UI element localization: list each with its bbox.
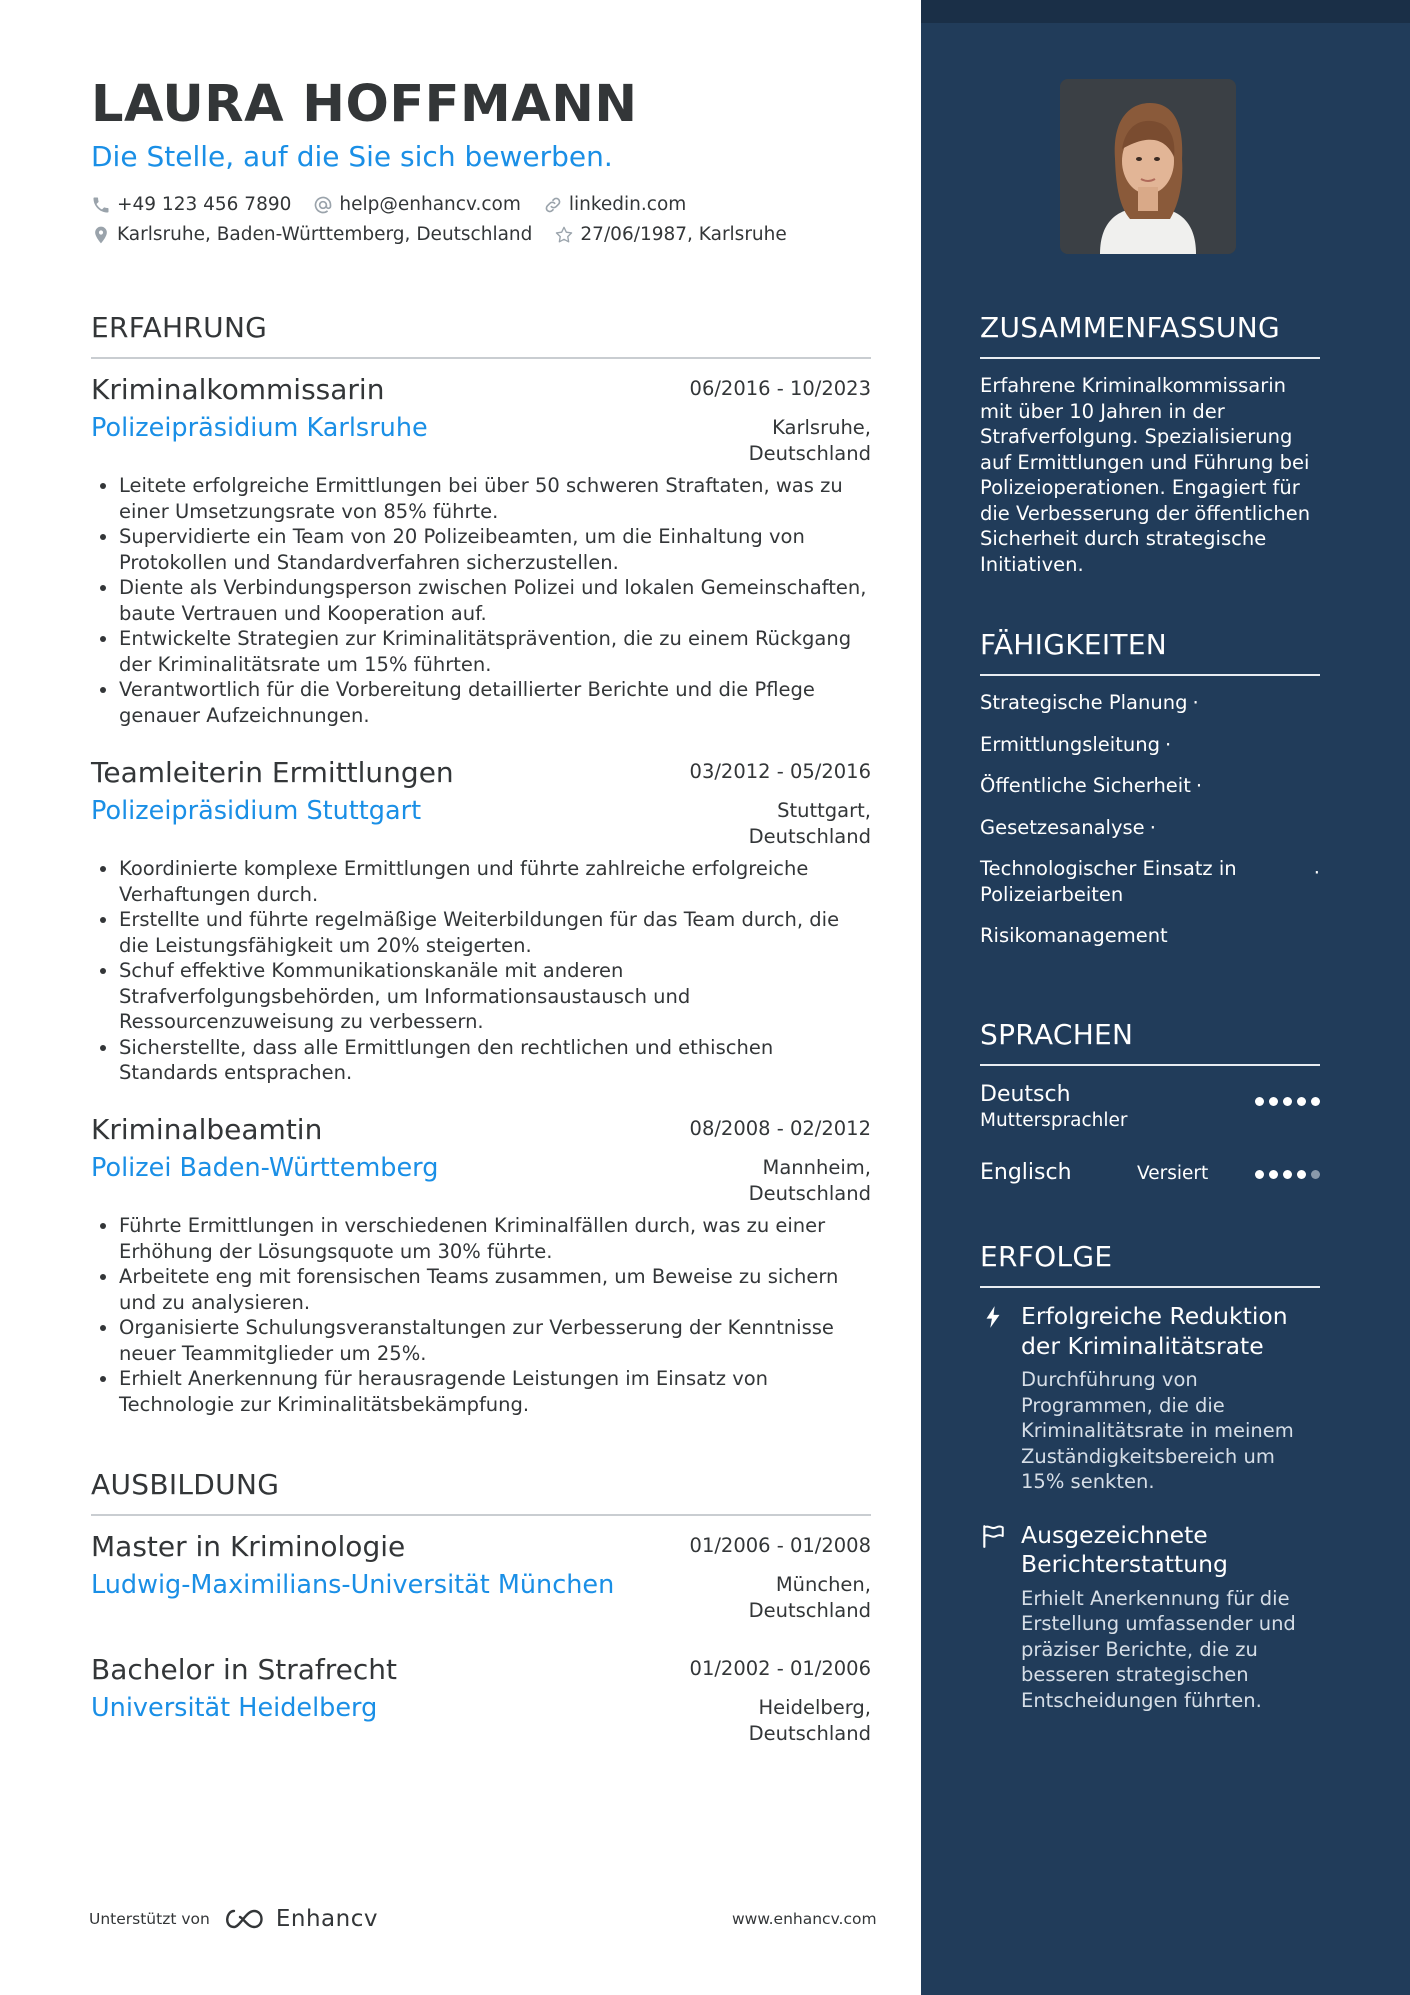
skill-label: Strategische Planung [980,691,1188,714]
rating-dot [1283,1097,1292,1106]
job-bullet: • Supervidierte ein Team von 20 Polizeibeamten, um die Einhaltung von Protokollen und Standardverfahren sicherzustellen. [119,524,871,575]
school-location-city: Heidelberg, [758,1696,871,1719]
languages-section [980,1018,1320,1216]
skill-separator: · [1164,732,1172,756]
education-heading: AUSBILDUNG [91,1468,871,1516]
language-name: Englisch [980,1160,1072,1185]
job-title: Kriminalkommissarin [91,373,385,406]
job-bullet: • Entwickelte Strategien zur Kriminalitätsprävention, die zu einem Rückgang der Kriminalitätsrate um 15% führten. [119,626,871,677]
skill-item [980,923,1320,949]
job-location-city: Stuttgart, [777,799,871,822]
experience-entry [91,1113,871,1417]
employer-name: Polizeipräsidium Karlsruhe [91,413,428,443]
profile-photo-illustration [1060,79,1236,254]
education-entry [91,1530,871,1624]
skill-label: Technologischer Einsatz in Polizeiarbeiten [980,857,1237,906]
rating-dot [1283,1170,1292,1179]
achievement-item [980,1302,1320,1495]
lightning-icon [980,1304,1006,1330]
job-location [671,798,871,849]
rating-dot [1269,1170,1278,1179]
job-location-city: Karlsruhe, [772,416,871,439]
job-bullet: • Diente als Verbindungsperson zwischen Polizei und lokalen Gemeinschaften, baute Vertrauen und Kooperation auf. [119,575,871,626]
at-icon [313,195,333,215]
link-icon [543,195,563,215]
achievement-title: Ausgezeichnete Berichterstattung [1021,1520,1228,1578]
job-location-country: Deutschland [748,1181,871,1205]
skill-separator: · [1149,815,1156,839]
rating-dot [1255,1097,1264,1106]
achievement-desc: Erhielt Anerkennung für die Erstellung umfassender und präziser Berichte, die zu besseren strategischen Entscheidungen führten. [1021,1586,1296,1712]
location-pin-icon [91,225,111,245]
job-date: 06/2016 - 10/2023 [689,377,871,400]
education-entry [91,1653,871,1747]
experience-entry [91,756,871,1086]
contact-phone [91,194,291,215]
birth-text: 27/06/1987, Karlsruhe [580,224,787,245]
skill-item [980,856,1320,907]
job-location [671,1155,871,1206]
star-icon [554,225,574,245]
rating-dot [1311,1097,1320,1106]
job-bullet: • Schuf effektive Kommunikationskanäle mit anderen Strafverfolgungsbehörden, um Informationsaustausch und Ressourcenzuweisung zu verbessern. [119,958,871,1035]
job-location [671,415,871,466]
skill-label: Gesetzesanalyse [980,815,1145,839]
location-text: Karlsruhe, Baden-Württemberg, Deutschland [117,224,533,245]
language-row [980,1082,1320,1140]
experience-entry [91,373,871,728]
skills-section [980,628,1320,949]
school-location [671,1695,871,1746]
sidebar [921,0,1410,1995]
contact-linkedin [543,194,686,215]
job-location-country: Deutschland [748,441,871,465]
languages-heading: SPRACHEN [980,1018,1320,1066]
job-location-city: Mannheim, [762,1156,871,1179]
job-bullet: • Erstellte und führte regelmäßige Weiterbildungen für das Team durch, die die Leistungsfähigkeit um 20% steigerten. [119,907,871,958]
job-bullets [91,473,871,728]
skill-separator: · [1192,691,1199,714]
degree-title: Master in Kriminologie [91,1530,406,1563]
job-bullet: • Leitete erfolgreiche Ermittlungen bei über 50 schweren Straftaten, was zu einer Umsetzungsrate von 85% führte. [119,473,871,524]
employer-name: Polizeipräsidium Stuttgart [91,796,422,826]
language-rating [1255,1170,1320,1179]
experience-heading: ERFAHRUNG [91,311,871,359]
contact-email [313,194,520,215]
enhancv-logo-icon [222,1907,268,1931]
employer-name: Polizei Baden-Württemberg [91,1153,439,1183]
phone-icon [91,195,111,215]
degree-date: 01/2006 - 01/2008 [689,1534,871,1557]
language-name: Deutsch [980,1082,1071,1107]
job-bullet: • Führte Ermittlungen in verschiedenen Kriminalfällen durch, was zu einer Erhöhung der Lösungsquote um 30% führte. [119,1213,871,1264]
job-title: Teamleiterin Ermittlungen [91,756,454,789]
flag-icon [980,1523,1006,1549]
candidate-name: LAURA HOFFMANN [91,75,638,134]
school-name: Ludwig-Maximilians-Universität München [91,1570,615,1600]
skill-label: Risikomanagement [980,924,1168,947]
skill-separator: · [1313,861,1320,884]
job-bullets [91,856,871,1086]
skill-item [980,732,1320,758]
summary-text: Erfahrene Kriminalkommissarin mit über 10 Jahren in der Strafverfolgung. Spezialisierung auf Ermittlungen und Führung bei Polizeioperationen. Engagiert für die Verbesserung der öffentlichen Sicherheit durch strategische Initiativen. [980,374,1311,576]
skill-label: Öffentliche Sicherheit [980,774,1191,797]
job-date: 08/2008 - 02/2012 [689,1117,871,1140]
footer-powered-by [89,1906,378,1932]
contact-row-2 [91,224,809,245]
school-name: Universität Heidelberg [91,1693,378,1723]
target-role: Die Stelle, auf die Sie sich bewerben. [91,140,613,173]
contact-row-1 [91,194,708,215]
job-location-country: Deutschland [748,824,871,848]
skill-separator: · [1195,774,1203,797]
linkedin-text: linkedin.com [568,194,687,215]
job-bullet: • Organisierte Schulungsveranstaltungen zur Verbesserung der Kenntnisse neuer Teammitglieder um 25%. [119,1315,871,1366]
language-level: Versiert [1137,1163,1209,1184]
skill-item [980,690,1320,716]
skill-item [980,773,1320,799]
brand-logo[interactable] [222,1906,378,1932]
job-bullet: • Arbeitete eng mit forensischen Teams zusammen, um Beweise zu sichern und zu analysieren. [119,1264,871,1315]
degree-date: 01/2002 - 01/2006 [689,1657,871,1680]
powered-by-text: Unterstützt von [89,1910,210,1928]
language-level: Muttersprachler [980,1110,1128,1131]
rating-dot [1269,1097,1278,1106]
email-text: help@enhancv.com [339,194,521,215]
achievement-desc: Durchführung von Programmen, die die Kriminalitätsrate in meinem Zuständigkeitsbereich um 15% senkten. [1021,1368,1294,1493]
summary-heading: ZUSAMMENFASSUNG [980,311,1320,359]
job-bullet: • Verantwortlich für die Vorbereitung detaillierter Berichte und die Pflege genauer Aufzeichnungen. [119,677,871,728]
summary-section [980,311,1320,577]
skills-heading: FÄHIGKEITEN [980,628,1320,676]
job-date: 03/2012 - 05/2016 [689,760,871,783]
achievement-item [980,1521,1320,1714]
rating-dot [1255,1170,1264,1179]
job-bullet: • Koordinierte komplexe Ermittlungen und führte zahlreiche erfolgreiche Verhaftungen durch. [119,856,871,907]
language-row [980,1158,1320,1216]
rating-dot [1297,1097,1306,1106]
brand-name: Enhancv [275,1906,378,1932]
phone-text: +49 123 456 7890 [117,194,292,215]
degree-title: Bachelor in Strafrecht [91,1653,398,1686]
language-rating [1255,1097,1320,1106]
achievements-heading: ERFOLGE [980,1240,1320,1288]
contact-location [91,224,532,245]
profile-photo [1060,79,1236,254]
skill-item [980,815,1320,841]
school-location-country: Deutschland [748,1598,871,1622]
achievements-section [980,1240,1320,1713]
footer-url[interactable]: www.enhancv.com [732,1910,877,1928]
school-location-country: Deutschland [748,1721,871,1745]
job-title: Kriminalbeamtin [91,1113,323,1146]
rating-dot [1297,1170,1306,1179]
school-location-city: München, [775,1573,871,1596]
job-bullets [91,1213,871,1417]
sidebar-top-band [921,0,1410,23]
achievement-title: Erfolgreiche Reduktion der Kriminalitätsrate [1021,1302,1288,1360]
job-bullet: • Erhielt Anerkennung für herausragende Leistungen im Einsatz von Technologie zur Kriminalitätsbekämpfung. [119,1366,871,1417]
school-location [671,1572,871,1623]
contact-birth [554,224,786,245]
job-bullet: • Sicherstellte, dass alle Ermittlungen den rechtlichen und ethischen Standards entsprachen. [119,1035,871,1086]
skill-label: Ermittlungsleitung [980,732,1160,756]
rating-dot [1311,1170,1320,1179]
